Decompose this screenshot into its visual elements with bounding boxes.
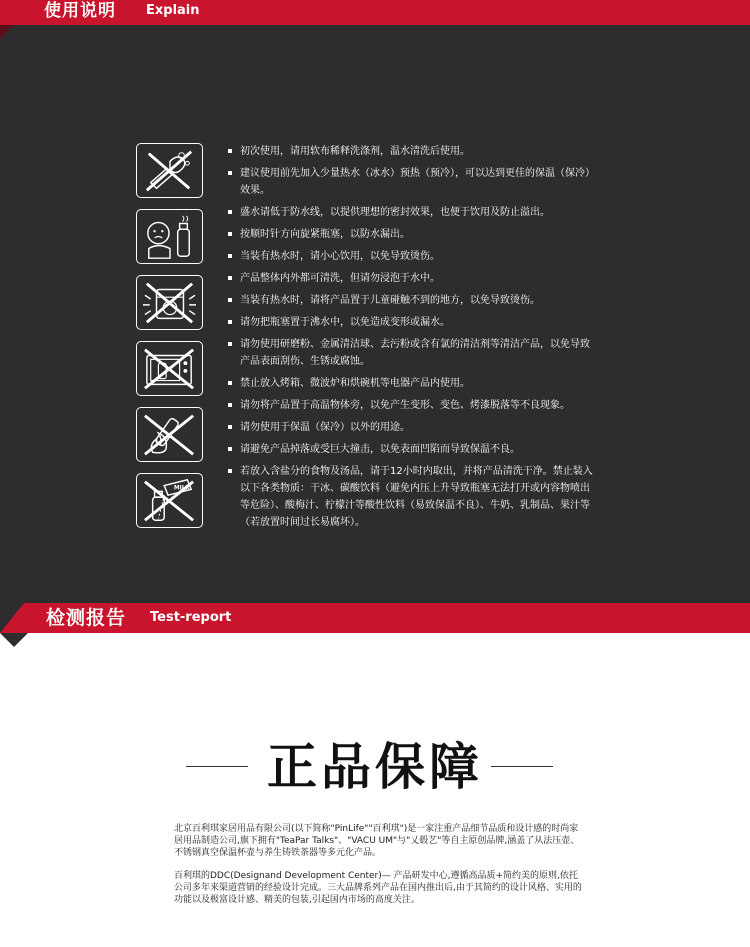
instruction-item: 请勿使用于保温（保冷）以外的用途。 bbox=[226, 419, 598, 436]
instruction-item: 建议使用前先加入少量热水（冰水）预热（预冷），可以达到更佳的保温（保冷）效果。 bbox=[226, 165, 598, 199]
guarantee-title: 正品保障 bbox=[267, 738, 483, 796]
report-banner bbox=[24, 603, 750, 633]
report-title-cn: 检测报告 bbox=[46, 607, 127, 629]
instruction-item: 请勿将产品置于高温物体旁，以免产生变形、变色、烤漆脱落等不良现象。 bbox=[226, 397, 598, 414]
instruction-item: 当装有热水时，请将产品置于儿童碰触不到的地方，以免导致烫伤。 bbox=[226, 292, 598, 309]
no-dishwasher-icon bbox=[136, 275, 203, 330]
instruction-item: 请勿把瓶塞置于沸水中，以免造成变形或漏水。 bbox=[226, 314, 598, 331]
instruction-item: 当装有热水时，请小心饮用，以免导致烫伤。 bbox=[226, 248, 598, 265]
instruction-item: 请勿使用研磨粉、金属清洁球、去污粉或含有氯的清洁剂等清洁产品，以免导致产品表面刮伤、生锈或腐蚀。 bbox=[226, 336, 598, 370]
instruction-item: 盛水请低于防水线，以提供理想的密封效果，也便于饮用及防止溢出。 bbox=[226, 204, 598, 221]
instruction-item: 产品整体内外都可清洗，但请勿浸泡于水中。 bbox=[226, 270, 598, 287]
report-banner-slant bbox=[0, 603, 24, 633]
instruction-item: 初次使用，请用软布稀释洗涤剂，温水清洗后使用。 bbox=[226, 143, 598, 160]
title-rule-right bbox=[491, 766, 553, 767]
panel-fold bbox=[0, 25, 14, 39]
report-banner-notch bbox=[0, 633, 28, 647]
report-title-en: Test-report bbox=[150, 610, 232, 625]
no-milk-icon bbox=[136, 473, 203, 528]
company-intro-paragraph: 北京百利琪家居用品有限公司(以下简称"PinLife""百利琪")是一家注重产品细节品质和设计感的时尚家居用品制造公司,旗下拥有"TeaPar Talks"、"VACU UM"与"乂毂艺"等自主原创品牌,涵盖了从法压壶、不锈钢真空保温杯壶与养生铸铁茶器等多元化产品。 bbox=[174, 824, 580, 858]
ddc-intro-paragraph: 百利琪的DDC(Designand Development Center)— 产品研发中心,遵循高品质+简约美的原则,依托公司多年来渠道营销的经验设计完成。三大品牌系列产品在国内推出后,由于其简约的设计风格、实用的功能以及极富设计感、精美的包装,引起国内市场的高度关注。 bbox=[174, 871, 582, 905]
warning-icons bbox=[136, 143, 205, 539]
child-hot-water-warning-icon bbox=[136, 209, 203, 264]
instruction-item: 请避免产品掉落或受巨大撞击，以免表面凹陷而导致保温不良。 bbox=[226, 441, 598, 458]
no-microwave-icon bbox=[136, 341, 203, 396]
explain-title-cn: 使用说明 bbox=[44, 1, 116, 21]
instruction-item: 若放入含盐分的食物及汤品，请于12小时内取出，并将产品清洗干净。禁止装入以下各类物质：干冰、碳酸饮料（避免内压上升导致瓶塞无法打开或内容物喷出等危险）、酸梅汁、柠檬汁等酸性饮料（易致保温不良）、牛奶、乳制品、果汁等（若放置时间过长易腐坏）。 bbox=[226, 463, 598, 531]
no-scrubbing-icon bbox=[136, 143, 203, 198]
svg-text:MILK: MILK bbox=[173, 485, 190, 492]
instruction-item: 禁止放入烤箱、微波炉和烘碗机等电器产品内使用。 bbox=[226, 375, 598, 392]
instruction-item: 按顺时针方向旋紧瓶塞，以防水漏出。 bbox=[226, 226, 598, 243]
explain-title-en: Explain bbox=[146, 3, 200, 18]
no-fire-icon bbox=[136, 407, 203, 462]
usage-instructions-list bbox=[226, 143, 598, 536]
